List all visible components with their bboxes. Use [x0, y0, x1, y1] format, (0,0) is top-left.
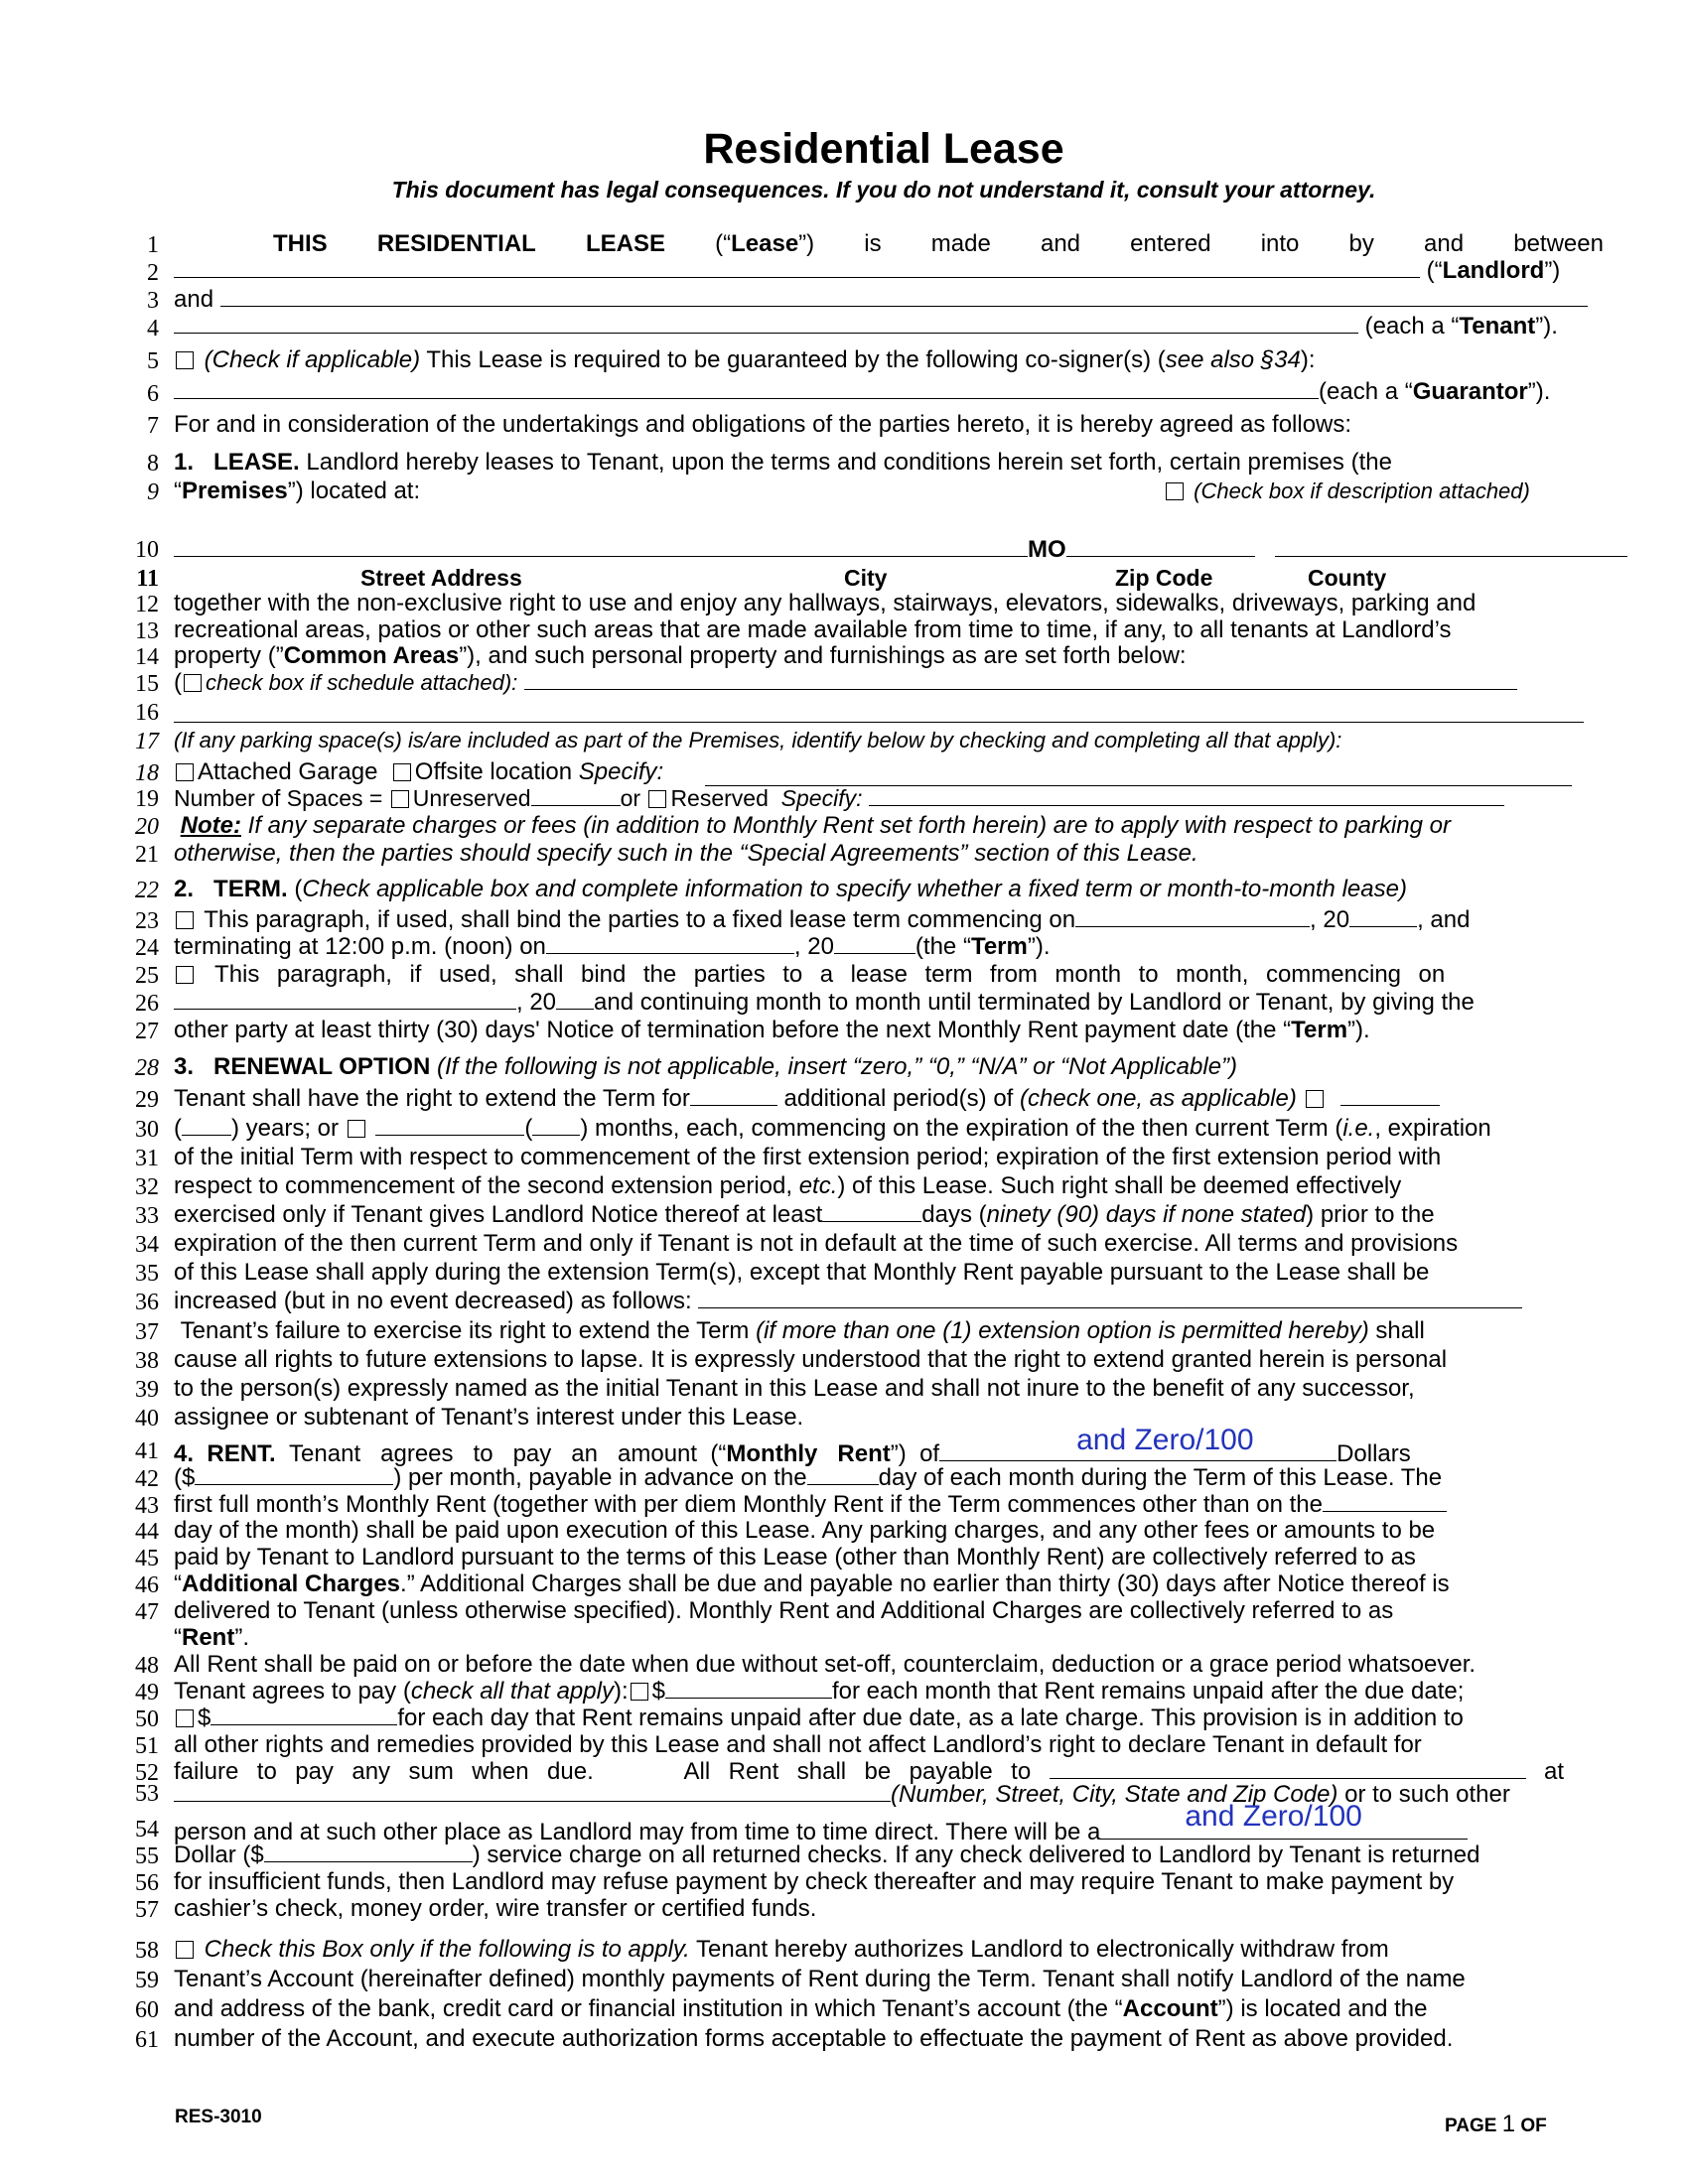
renewal-years-field[interactable] — [1340, 1085, 1440, 1106]
rent-increase-field[interactable] — [698, 1288, 1522, 1308]
line-number: 50 — [135, 1706, 159, 1732]
line-number: 20 — [135, 814, 159, 840]
line-number: 33 — [135, 1203, 159, 1229]
address-line: MO — [174, 536, 1604, 564]
form-id: RES-3010 — [175, 2107, 262, 2127]
body-line: exercised only if Tenant gives Landlord Notice thereof at least days (ninety (90) days if none stated) prior to the — [174, 1201, 1435, 1228]
guarantor-check-line: (Check if applicable) This Lease is required to be guaranteed by the following co-signer(s) (see also §34): — [174, 346, 1604, 374]
line-number: 38 — [135, 1348, 159, 1374]
auto-withdraw-checkbox[interactable] — [176, 1941, 194, 1959]
line-number: 48 — [135, 1653, 159, 1679]
line-number: 53 — [135, 1781, 159, 1807]
parking-options-line: Attached Garage Offsite location Specify: — [174, 758, 1604, 786]
payment-address-line: (Number, Street, City, State and Zip Code) or to such other — [174, 1781, 1604, 1809]
line-number: 14 — [135, 644, 159, 670]
line-number: 34 — [135, 1232, 159, 1258]
mtm-start-date-field[interactable] — [174, 989, 516, 1010]
line-number: 60 — [135, 1997, 159, 2023]
fixed-term-end-line: terminating at 12:00 p.m. (noon) on , 20 (the “Term”). — [174, 933, 1051, 960]
body-line: assignee or subtenant of Tenant’s interest under this Lease. — [174, 1404, 804, 1431]
line-number: 13 — [135, 618, 159, 644]
late-fee-monthly-field[interactable] — [665, 1678, 832, 1699]
line-number: 12 — [135, 592, 159, 617]
section-2-heading: 2. TERM. (Check applicable box and complete information to specify whether a fixed term or month-to-month lease) — [174, 876, 1407, 902]
line-number: 24 — [135, 935, 159, 961]
page-label: PAGE — [1445, 2116, 1497, 2136]
line-number: 11 — [136, 566, 159, 592]
renewal-years-number-field[interactable] — [182, 1115, 231, 1136]
late-fee-monthly-checkbox[interactable] — [631, 1683, 648, 1701]
body-line: of this Lease shall apply during the extension Term(s), except that Monthly Rent payable pursuant to the Lease shall be — [174, 1259, 1430, 1286]
tenant-name-field-1[interactable] — [220, 286, 1588, 307]
county-label: County — [1308, 565, 1387, 591]
tenant-name-field-2[interactable] — [174, 313, 1358, 334]
reserved-checkbox[interactable] — [648, 790, 666, 808]
line-number: 39 — [135, 1377, 159, 1403]
description-attached-checkbox[interactable] — [1166, 482, 1184, 500]
parking-note-2: otherwise, then the parties should specify such in the “Special Agreements” section of this Lease. — [174, 840, 1198, 867]
of-label: OF — [1520, 2116, 1547, 2136]
service-charge-line: person and at such other place as Landlord may from time to time direct. There will be a and Zero/100 — [174, 1815, 1604, 1846]
section-4-heading: 4. RENT. Tenant agrees to pay an amount (“Monthly Rent”) of and Zero/100 Dollars — [174, 1424, 1411, 1467]
body-line: expiration of the then current Term and only if Tenant is not in default at the time of such exercise. All terms and provisions — [174, 1230, 1459, 1257]
monthly-rent-fill-text: and Zero/100 — [1076, 1424, 1254, 1456]
service-charge-words-field[interactable] — [1100, 1800, 1468, 1840]
parking-instruction: (If any parking space(s) is/are included as part of the Premises, identify below by checking and completing all that apply): — [174, 728, 1342, 752]
body-line: All Rent shall be paid on or before the date when due without set-off, counterclaim, deduction or a grace period whatsoever. — [174, 1651, 1477, 1678]
body-line: cause all rights to future extensions to lapse. It is expressly understood that the right to extend granted herein is personal — [174, 1346, 1448, 1373]
late-fee-line: Tenant agrees to pay (check all that apply): $ for each month that Rent remains unpaid after the due date; — [174, 1678, 1465, 1705]
line-number: 6 — [147, 381, 159, 407]
landlord-name-field[interactable] — [174, 257, 1420, 278]
fixed-term-checkbox[interactable] — [176, 911, 194, 929]
body-line: “Additional Charges.” Additional Charges shall be due and payable no earlier than thirty (30) days after Notice thereof is — [174, 1570, 1450, 1597]
monthly-rent-words-field[interactable] — [939, 1424, 1336, 1461]
body-line: respect to commencement of the second extension period, etc.) of this Lease. Such right shall be deemed effectively — [174, 1172, 1402, 1199]
page-number: 1 — [1501, 2111, 1516, 2137]
notice-days-field[interactable] — [822, 1201, 921, 1222]
line-number: 8 — [147, 451, 159, 477]
premises-address-field[interactable] — [174, 536, 1028, 557]
body-line: day of the month) shall be paid upon execution of this Lease. Any parking charges, and any other fees or amounts to be — [174, 1517, 1436, 1544]
zip-code-label: Zip Code — [1115, 565, 1213, 591]
line-number: 29 — [135, 1087, 159, 1113]
line-number: 2 — [147, 260, 159, 286]
body-line: increased (but in no event decreased) as follows: — [174, 1288, 1604, 1315]
line-number: 25 — [135, 963, 159, 989]
rent-commence-day-field[interactable] — [1323, 1491, 1447, 1512]
guarantor-name-field[interactable] — [174, 378, 1319, 399]
renewal-periods-line: Tenant shall have the right to extend the Term for additional period(s) of (check one, as applicable) — [174, 1085, 1604, 1113]
body-line: to the person(s) expressly named as the initial Tenant in this Lease and shall not inure to the benefit of any successor, — [174, 1375, 1415, 1402]
line-number: 1 — [147, 232, 159, 258]
zip-code-field[interactable] — [1066, 536, 1255, 557]
line-number: 9 — [147, 479, 159, 505]
line-number: 36 — [135, 1290, 159, 1315]
line-number: 17 — [135, 729, 159, 754]
attached-garage-checkbox[interactable] — [176, 763, 194, 781]
line-number: 18 — [135, 760, 159, 786]
landlord-line: (“Landlord”) — [174, 257, 1604, 285]
schedule-line: ( check box if schedule attached): — [174, 669, 1604, 697]
payable-to-field[interactable] — [1050, 1758, 1526, 1779]
line-number: 55 — [135, 1843, 159, 1869]
parking-note: Note: If any separate charges or fees (in addition to Monthly Rent set forth herein) are to apply with respect to parking or — [180, 812, 1451, 839]
document-subtitle: This document has legal consequences. If you do not understand it, consult your attorney. — [391, 177, 1376, 203]
fixed-term-line: This paragraph, if used, shall bind the parties to a fixed lease term commencing on , 20 , and — [174, 906, 1604, 934]
body-line: and address of the bank, credit card or financial institution in which Tenant’s account (the “Account”) is located and the — [174, 1995, 1428, 2022]
line-number: 7 — [147, 413, 159, 439]
renewal-years-checkbox[interactable] — [1306, 1090, 1324, 1108]
line-number: 47 — [135, 1599, 159, 1625]
line-number: 61 — [135, 2027, 159, 2053]
renewal-months-field[interactable] — [375, 1115, 524, 1136]
monthly-rent-amount-field[interactable] — [195, 1464, 393, 1485]
line-number: 3 — [147, 288, 159, 314]
line-number: 58 — [135, 1938, 159, 1964]
term-start-date-field[interactable] — [1075, 906, 1310, 927]
auto-withdraw-line: Check this Box only if the following is to apply. Tenant hereby authorizes Landlord to electronically withdraw from — [174, 1936, 1604, 1964]
line-number: 16 — [135, 700, 159, 726]
unreserved-checkbox[interactable] — [391, 790, 409, 808]
month-to-month-line-2: , 20 and continuing month to month until terminated by Landlord or Tenant, by giving the — [174, 989, 1604, 1017]
county-field[interactable] — [1275, 536, 1627, 557]
body-line: all other rights and remedies provided by this Lease and shall not affect Landlord’s right to declare Tenant in default for — [174, 1731, 1422, 1758]
late-fee-daily-field[interactable] — [211, 1705, 397, 1725]
city-label: City — [844, 565, 888, 591]
line-number: 42 — [135, 1466, 159, 1492]
guarantor-line: (each a “Guarantor”). — [174, 378, 1604, 406]
body-line: “Rent”. — [174, 1624, 250, 1651]
intro-line: THIS RESIDENTIAL LEASE (“Lease”) is made and entered into by and between — [273, 230, 1604, 257]
line-number: 27 — [135, 1019, 159, 1044]
line-number: 15 — [135, 671, 159, 697]
line-number: 21 — [135, 842, 159, 868]
rent-due-day-field[interactable] — [807, 1464, 879, 1485]
line-number: 19 — [135, 786, 159, 812]
body-line: first full month’s Monthly Rent (together with per diem Monthly Rent if the Term commences other than on the — [174, 1491, 1604, 1519]
line-number: 41 — [135, 1438, 159, 1464]
month-to-month-line: This paragraph, if used, shall bind the parties to a lease term from month to month, commencing on — [174, 961, 1445, 989]
schedule-field[interactable] — [524, 669, 1517, 690]
late-fee-daily-line: $ for each day that Rent remains unpaid after due date, as a late charge. This provision is in addition to — [174, 1705, 1604, 1732]
payable-to-line: failure to pay any sum when due. All Rent shall be payable to at — [174, 1758, 1565, 1785]
body-line: property (”Common Areas”), and such personal property and furnishings as are set forth below: — [174, 642, 1187, 669]
body-line: cashier’s check, money order, wire transfer or certified funds. — [174, 1895, 817, 1922]
body-line: recreational areas, patios or other such areas that are made available from time to time, if any, to all tenants at Landlord’s — [174, 616, 1452, 643]
line-number: 51 — [135, 1733, 159, 1759]
offsite-location-checkbox[interactable] — [393, 763, 411, 781]
line-number: 22 — [135, 878, 159, 903]
line-number: 54 — [135, 1817, 159, 1843]
consideration-line: For and in consideration of the undertakings and obligations of the parties hereto, it is hereby agreed as follows: — [174, 411, 1352, 438]
reserved-specify-field[interactable] — [869, 785, 1504, 806]
schedule-field-2[interactable] — [174, 722, 1584, 723]
schedule-attached-checkbox[interactable] — [184, 674, 202, 692]
payment-address-field[interactable] — [174, 1781, 891, 1802]
guarantor-checkbox[interactable] — [176, 351, 194, 369]
tenant-line: and — [174, 286, 1604, 314]
body-line: Tenant’s Account (hereinafter defined) monthly payments of Rent during the Term. Tenant shall notify Landlord of the name — [174, 1966, 1466, 1992]
service-charge-amount-field[interactable] — [264, 1842, 473, 1862]
body-line: other party at least thirty (30) days' Notice of termination before the next Monthly Rent payment date (the “Term”). — [174, 1017, 1370, 1043]
unreserved-count-field[interactable] — [531, 785, 621, 806]
line-number: 56 — [135, 1870, 159, 1896]
body-line: number of the Account, and execute authorization forms acceptable to effectuate the payment of Rent as above provided. — [174, 2025, 1454, 2052]
term-start-year-field[interactable] — [1349, 906, 1417, 927]
line-number: 28 — [135, 1055, 159, 1081]
line-number: 49 — [135, 1680, 159, 1706]
body-line: Dollar ($ ) service charge on all returned checks. If any check delivered to Landlord by Tenant is returned — [174, 1842, 1480, 1868]
premises-line: “Premises”) located at: — [174, 478, 421, 504]
line-number: 45 — [135, 1546, 159, 1571]
renewal-months-number-field[interactable] — [532, 1115, 580, 1136]
renewal-months-checkbox[interactable] — [348, 1120, 365, 1138]
line-number: 46 — [135, 1572, 159, 1598]
body-line: of the initial Term with respect to commencement of the first extension period; expiration of the first extension period with — [174, 1144, 1442, 1170]
line-number: 26 — [135, 991, 159, 1017]
line-number: 52 — [135, 1760, 159, 1786]
line-number: 40 — [135, 1406, 159, 1432]
tenant-line-2: (each a “Tenant”). — [174, 313, 1604, 341]
spaces-line: Number of Spaces = Unreserved or Reserved Specify: — [174, 784, 1604, 812]
body-line: together with the non-exclusive right to use and enjoy any hallways, stairways, elevators, sidewalks, driveways, parking and — [174, 590, 1477, 616]
street-address-label: Street Address — [360, 565, 522, 591]
body-line: paid by Tenant to Landlord pursuant to the terms of this Lease (other than Monthly Rent) are collectively referred to as — [174, 1544, 1416, 1570]
line-number: 57 — [135, 1897, 159, 1923]
service-charge-fill-text: and Zero/100 — [1185, 1800, 1362, 1833]
description-attached-line: (Check box if description attached) — [1164, 478, 1581, 505]
body-line: Tenant’s failure to exercise its right to extend the Term (if more than one (1) extension option is permitted hereby) shall — [180, 1317, 1425, 1344]
body-line: delivered to Tenant (unless otherwise specified). Monthly Rent and Additional Charges are collectively referred to as — [174, 1597, 1394, 1624]
line-number: 31 — [135, 1146, 159, 1171]
line-number: 44 — [135, 1519, 159, 1545]
line-number: 23 — [135, 908, 159, 934]
line-number: 5 — [147, 348, 159, 374]
line-number: 37 — [135, 1319, 159, 1345]
renewal-periods-line-2: ( ) years; or ( ) months, each, commencing on the expiration of the then current Term (i.e., expiration — [174, 1115, 1491, 1142]
term-end-date-field[interactable] — [546, 933, 794, 954]
renewal-count-field[interactable] — [690, 1085, 777, 1106]
document-title: Residential Lease — [703, 125, 1064, 173]
body-line: ($ ) per month, payable in advance on the day of each month during the Term of this Lease. The — [174, 1464, 1443, 1491]
section-1-heading: 1. LEASE. Landlord hereby leases to Tenant, upon the terms and conditions herein set forth, certain premises (the — [174, 449, 1392, 476]
body-line: for insufficient funds, then Landlord may refuse payment by check thereafter and may require Tenant to make payment by — [174, 1868, 1455, 1895]
line-number: 35 — [135, 1261, 159, 1287]
line-number: 10 — [135, 537, 159, 563]
line-number: 43 — [135, 1493, 159, 1519]
line-number: 30 — [135, 1117, 159, 1143]
term-end-year-field[interactable] — [834, 933, 915, 954]
line-number: 32 — [135, 1174, 159, 1200]
line-number: 59 — [135, 1968, 159, 1993]
line-number: 4 — [147, 316, 159, 341]
month-to-month-checkbox[interactable] — [176, 966, 194, 984]
section-3-heading: 3. RENEWAL OPTION (If the following is not applicable, insert “zero,” “0,” “N/A” or “Not Applicable”) — [174, 1053, 1238, 1080]
late-fee-daily-checkbox[interactable] — [176, 1709, 194, 1727]
mtm-start-year-field[interactable] — [556, 989, 594, 1010]
page-indicator — [1445, 2111, 1547, 2138]
